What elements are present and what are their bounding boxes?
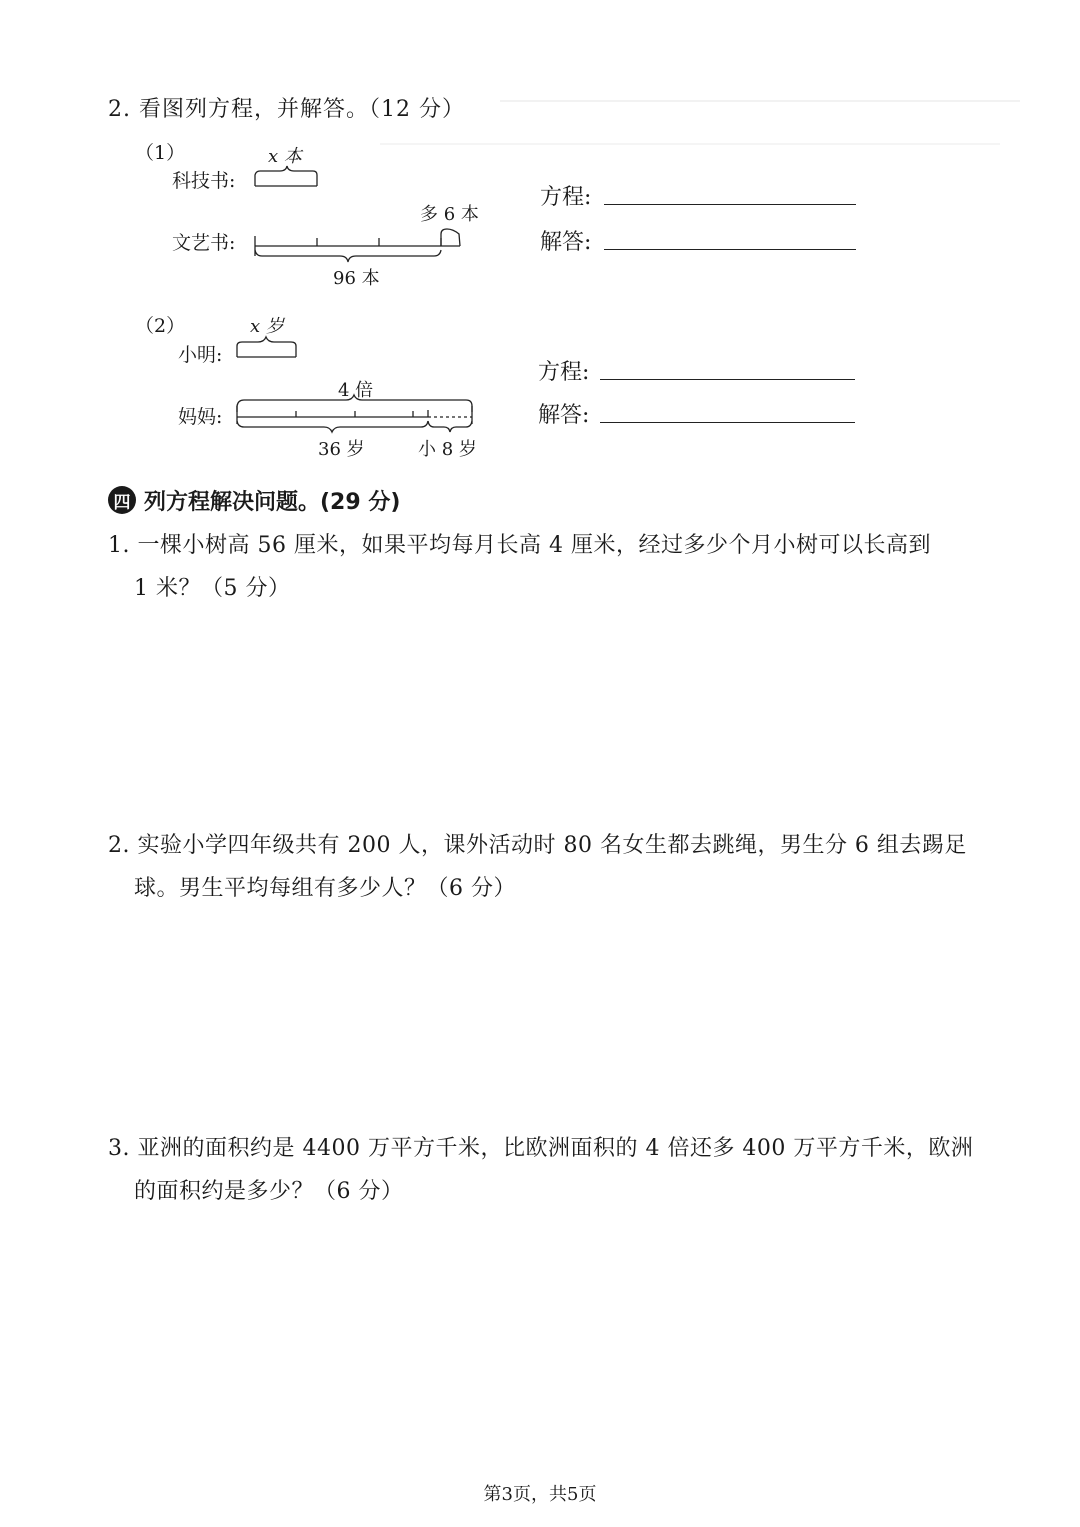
diagram-2-multiple-brace: [237, 395, 472, 412]
diagram-2-x-bracket: [237, 337, 296, 357]
problem-2-line-1: 2. 实验小学四年级共有 200 人，课外活动时 80 名女生都去跳绳，男生分 6 组去踢足: [108, 833, 967, 858]
problem-3-line-2: 的面积约是多少？（6 分）: [134, 1179, 404, 1204]
diagram-2-less-brace: [428, 421, 472, 432]
diagram-1-total-label: 96 本: [333, 268, 380, 289]
diagram-1-x-label: x 本: [268, 146, 302, 167]
problem-1: [108, 524, 931, 610]
problem-3: [108, 1127, 973, 1213]
question-2-title: 2. 看图列方程，并解答。（12 分）: [108, 97, 465, 122]
problem-2-answer-area[interactable]: [108, 920, 1028, 1120]
diagram-2-row2-label: 妈妈:: [178, 406, 223, 428]
part-2-answer-label: 解答:: [538, 403, 590, 428]
problem-3-answer-area[interactable]: [108, 1225, 1028, 1445]
diagram-2-multiple-label: 4 倍: [338, 380, 374, 401]
diagram-2-x-label: x 岁: [250, 316, 284, 337]
part-1-label: （1）: [135, 142, 186, 164]
diagram-2-less-label: 小 8 岁: [418, 439, 477, 460]
problem-2: [108, 824, 967, 910]
diagram-1-row2-label: 文艺书:: [172, 232, 236, 254]
page-number: 第3页，共5页: [483, 1484, 597, 1505]
diagram-2-total-brace: [237, 421, 428, 432]
problem-2-line-2: 球。男生平均每组有多少人？（6 分）: [134, 876, 516, 901]
problem-1-line-2: 1 米？（5 分）: [134, 576, 291, 601]
diagram-2-total-label: 36 岁: [318, 439, 365, 460]
problem-1-answer-area[interactable]: [108, 620, 1028, 820]
part-1-answer-label: 解答:: [540, 230, 592, 255]
section-4-title: 列方程解决问题。(29 分): [144, 490, 401, 515]
part-2-label: （2）: [135, 315, 186, 337]
problem-1-line-1: 1. 一棵小树高 56 厘米，如果平均每月长高 4 厘米，经过多少个月小树可以长高到: [108, 533, 931, 558]
part-1-equation-label: 方程:: [540, 185, 592, 210]
diagram-1-extra-label: 多 6 本: [420, 204, 479, 225]
section-4-badge: 四: [108, 486, 136, 514]
part-2-equation-line[interactable]: [600, 379, 855, 380]
problem-3-line-1: 3. 亚洲的面积约是 4400 万平方千米，比欧洲面积的 4 倍还多 400 万平方千米，欧洲: [108, 1136, 974, 1161]
part-2-equation-label: 方程:: [538, 360, 590, 385]
part-2-answer-line[interactable]: [600, 422, 855, 423]
diagram-2-row1-label: 小明:: [178, 344, 223, 366]
diagram-1-row1-label: 科技书:: [172, 170, 236, 192]
